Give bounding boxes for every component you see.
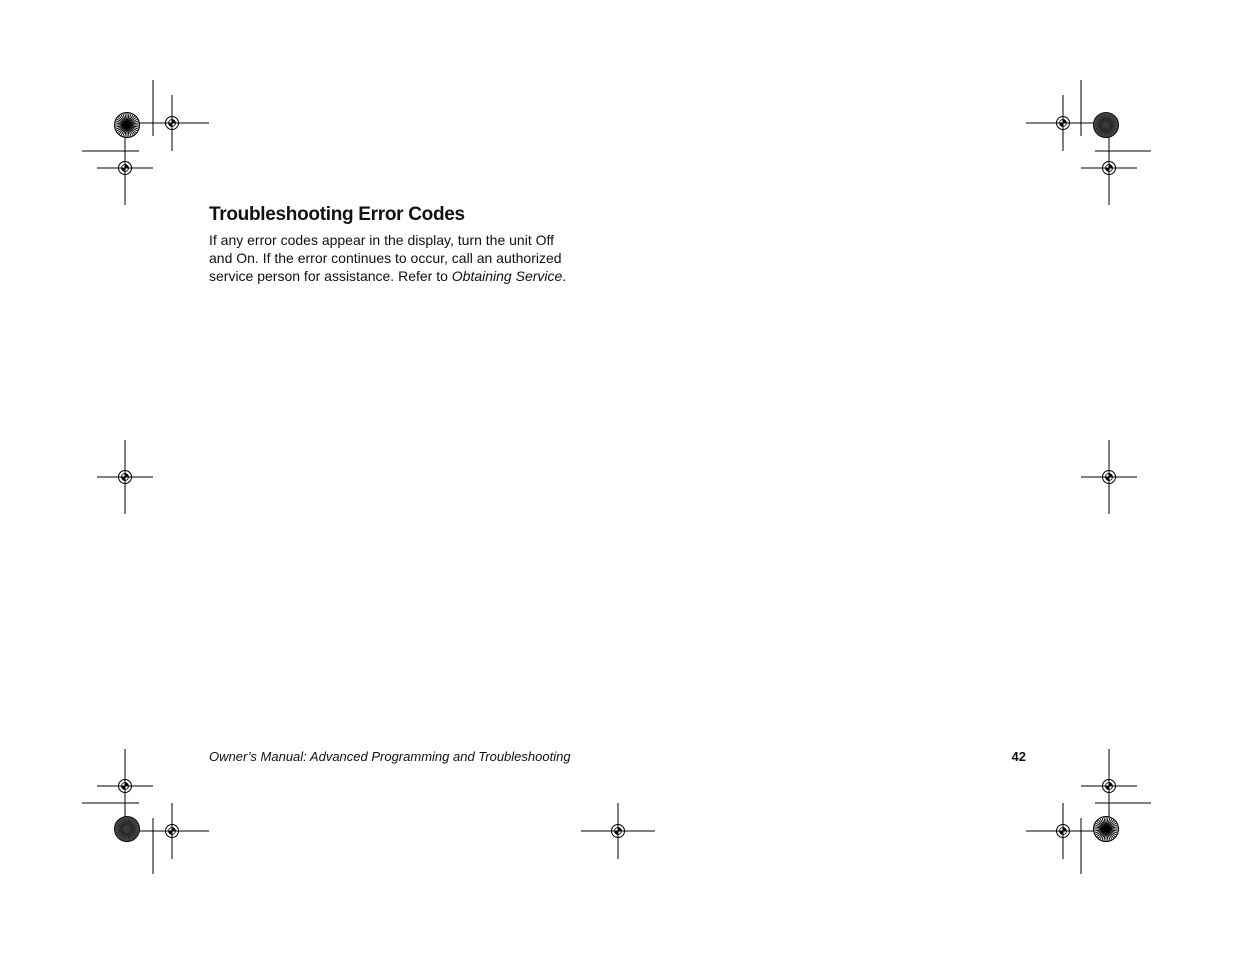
registration-starburst-icon <box>115 113 140 138</box>
registration-crosshair-icon <box>1026 95 1100 151</box>
body-line: and On. If the error continues to occur, call an authorized <box>209 250 562 266</box>
registration-crosshair-icon <box>1081 440 1137 514</box>
registration-crosshair-icon <box>1026 803 1100 859</box>
registration-crosshair-icon <box>1081 131 1137 205</box>
registration-crosshair-icon <box>1081 749 1137 823</box>
footer-manual-title: Owner’s Manual: Advanced Programming and Troubleshooting <box>209 749 571 764</box>
registration-crosshair-icon <box>97 440 153 514</box>
section-heading: Troubleshooting Error Codes <box>209 204 465 225</box>
registration-starburst-icon <box>115 817 140 842</box>
body-paragraph <box>209 231 609 285</box>
registration-crosshair-icon <box>135 95 209 151</box>
body-line: If any error codes appear in the display, turn the unit Off <box>209 232 555 248</box>
registration-starburst-icon <box>1094 113 1119 138</box>
body-line-end: . <box>562 268 567 284</box>
registration-crosshair-icon <box>97 749 153 823</box>
body-line-text: service person for assistance. Refer to <box>209 268 452 284</box>
page-number: 42 <box>1011 749 1026 764</box>
service-reference: Obtaining Service <box>451 268 563 284</box>
registration-crosshair-icon <box>97 131 153 205</box>
registration-starburst-icon <box>1094 817 1119 842</box>
body-line <box>209 267 609 285</box>
registration-crosshair-icon <box>135 803 209 859</box>
registration-crosshair-icon <box>581 803 655 859</box>
